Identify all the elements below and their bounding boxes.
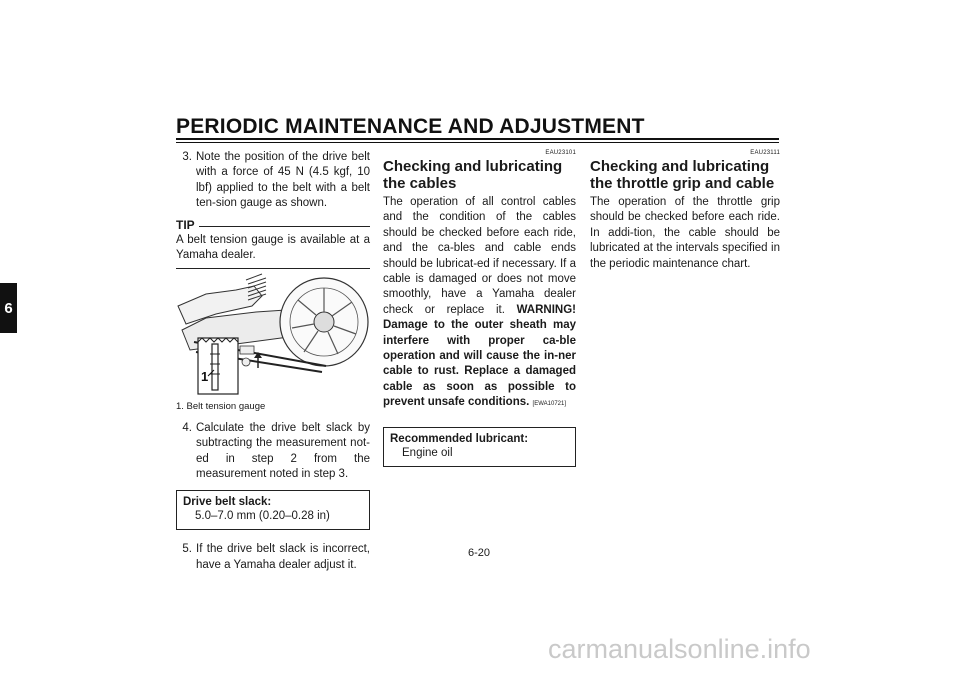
section-title-cables: Checking and lubricating the cables bbox=[383, 158, 563, 192]
right-column bbox=[590, 150, 780, 272]
warning-code: [EWA10721] bbox=[532, 401, 566, 408]
spec-value: 5.0–7.0 mm (0.20–0.28 in) bbox=[195, 510, 330, 523]
section-title-throttle: Checking and lubricating the throttle grip and cable bbox=[590, 158, 775, 192]
step-5-number: 5. bbox=[182, 543, 192, 556]
figure-callout-1: 1 bbox=[201, 368, 209, 384]
chapter-tab-label: 6 bbox=[4, 299, 13, 317]
left-column bbox=[176, 150, 370, 573]
step-3-text: Note the position of the drive belt with a force of 45 N (4.5 kgf, 10 lbf) applied to the belt with a belt ten-sion gauge as shown. bbox=[196, 151, 370, 210]
step-3-number: 3. bbox=[182, 151, 192, 163]
lubricant-value: Engine oil bbox=[402, 446, 453, 459]
watermark: carmanualsonline.info bbox=[548, 634, 811, 664]
lubricant-label: Recommended lubricant: bbox=[390, 432, 529, 445]
tip-heading bbox=[176, 218, 370, 233]
tip-rule bbox=[199, 226, 370, 227]
page-title: PERIODIC MAINTENANCE AND ADJUSTMENT bbox=[176, 115, 645, 138]
step-3 bbox=[176, 150, 370, 212]
recommended-lubricant-box bbox=[383, 427, 576, 467]
step-4-number: 4. bbox=[182, 421, 192, 434]
section-code: EAU23101 bbox=[545, 150, 576, 156]
throttle-paragraph: The operation of the throttle grip should be checked before each ride. In addi-tion, the cable should be lubricated at the intervals specified in the periodic maintenance chart. bbox=[590, 196, 780, 270]
cables-paragraph bbox=[383, 195, 576, 413]
tip-text: A belt tension gauge is available at a Yamaha dealer. bbox=[176, 234, 370, 262]
middle-column bbox=[383, 150, 576, 479]
header-rule bbox=[176, 138, 779, 140]
step-5 bbox=[176, 542, 370, 573]
belt-tension-illustration bbox=[176, 272, 370, 398]
figure-caption: 1. Belt tension gauge bbox=[176, 400, 266, 412]
step-4 bbox=[176, 421, 370, 483]
tip-end-rule bbox=[176, 268, 370, 269]
spec-label: Drive belt slack: bbox=[183, 496, 272, 509]
page-number: 6-20 bbox=[468, 547, 491, 559]
cables-warning: WARNING! Damage to the outer sheath may interfere with proper ca-ble operation and will cause the in-ner cable to rust. Replace a damaged cable as soon as possible to prevent unsafe conditions. bbox=[383, 303, 576, 409]
drive-belt-slack-spec-box bbox=[176, 490, 370, 530]
section-code-throttle: EAU23111 bbox=[750, 150, 780, 156]
step-5-text: If the drive belt slack is incorrect, have a Yamaha dealer adjust it. bbox=[196, 543, 370, 571]
step-4-text: Calculate the drive belt slack by subtracting the measurement not-ed in step 2 from the measurement noted in step 3. bbox=[196, 421, 370, 481]
header-rule-thin bbox=[176, 142, 779, 143]
cables-body: The operation of all control cables and the condition of the cables should be checked before each ride, and the ca-bles and cable ends should be lubricat-ed if necessary. If a cable is damaged or does not move smoothly, have a Yamaha dealer check or replace it. bbox=[383, 196, 576, 316]
chapter-tab bbox=[0, 283, 17, 333]
tip-label: TIP bbox=[176, 217, 195, 232]
belt-tension-figure bbox=[176, 272, 370, 398]
